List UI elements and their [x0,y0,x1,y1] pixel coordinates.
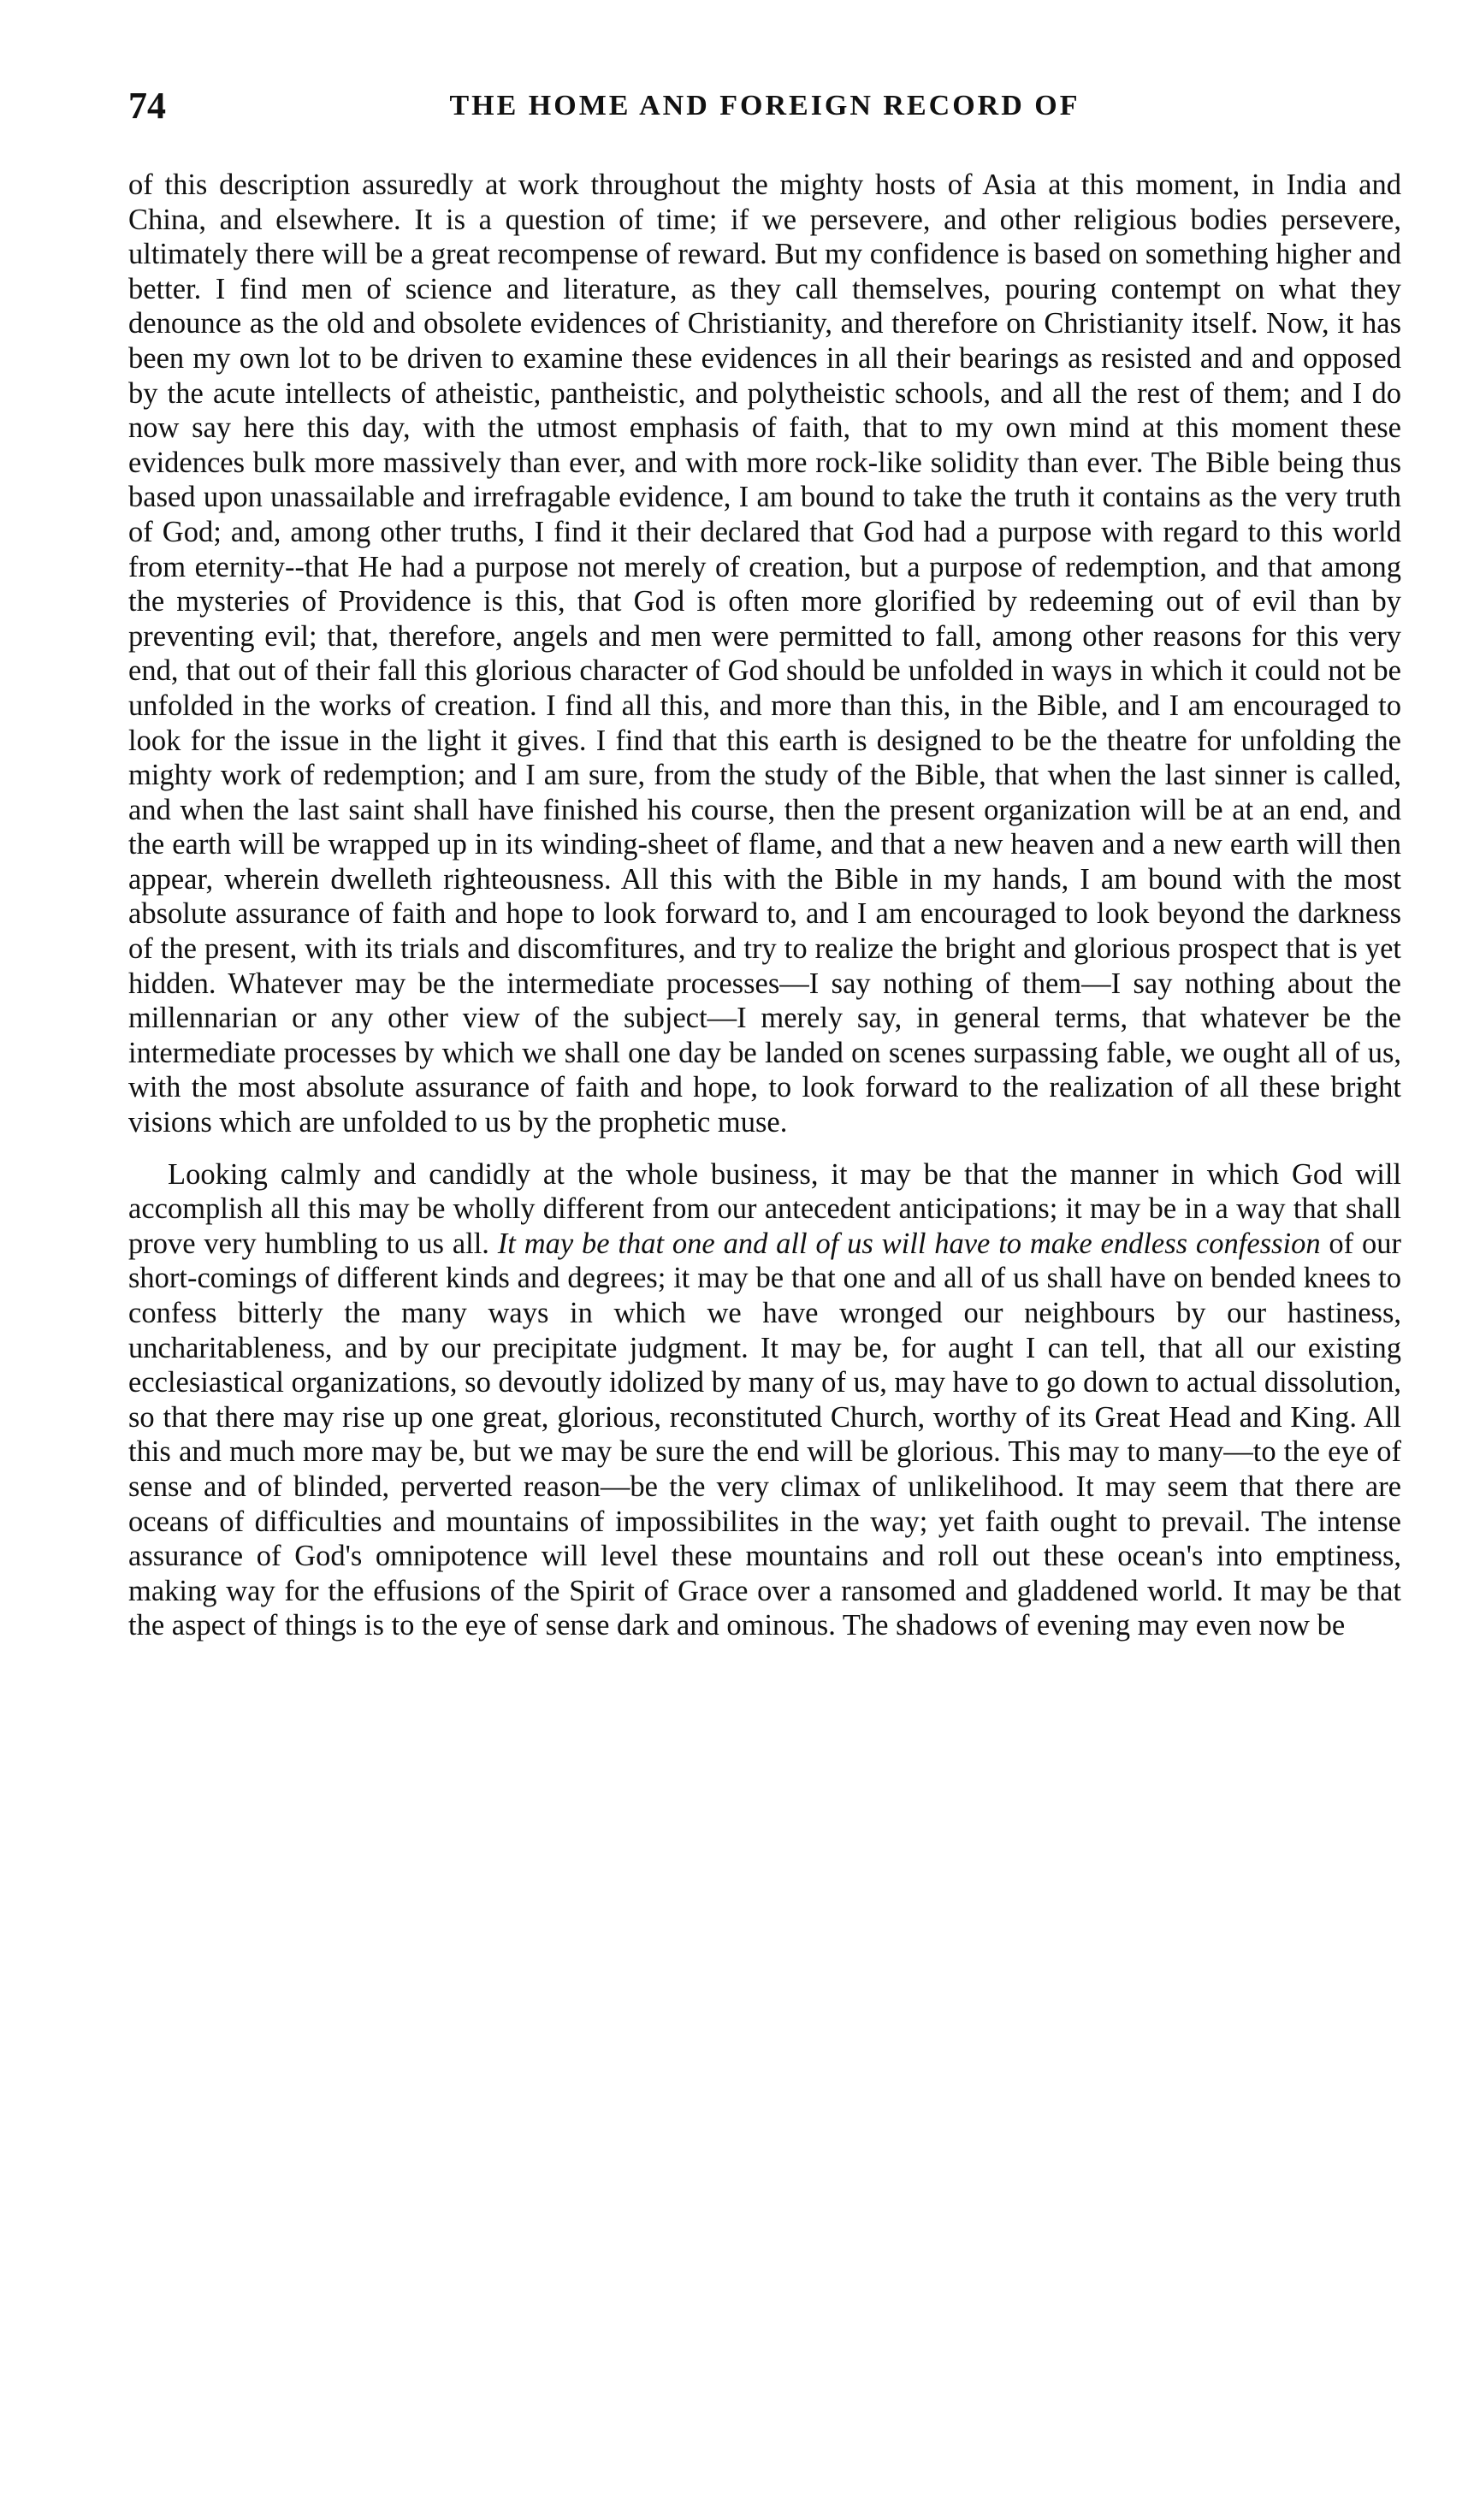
document-page [128,0,1401,2520]
paragraph-2 [128,1157,1401,1643]
paragraph-1: of this description assuredly at work throughout the mighty hosts of Asia at this moment, in India and China, and elsewhere. It is a question of time; if we persevere, and other religious bodies persevere, ultimately there will be a great recompense of reward. But my confidence is based on something higher and better. I find men of science and literature, as they call themselves, pouring contempt on what they denounce as the old and obsolete evidences of Christianity, and therefore on Christianity itself. Now, it has been my own lot to be driven to examine these evidences in all their bearings as resisted and and opposed by the acute intellects of atheistic, pantheistic, and polytheistic schools, and all the rest of them; and I do now say here this day, with the utmost emphasis of faith, that to my own mind at this moment these evidences bulk more massively than ever, and with more rock-like solidity than ever. The Bible being thus based upon unassailable and irrefragable evidence, I am bound to take the truth it contains as the very truth of God; and, among other truths, I find it their declared that God had a purpose with regard to this world from eternity--that He had a purpose not merely of creation, but a purpose of redemption, and that among the mysteries of Providence is this, that God is often more glorified by redeeming out of evil than by preventing evil; that, therefore, angels and men were permitted to fall, among other reasons for this very end, that out of their fall this glorious character of God should be unfolded in ways in which it could not be unfolded in the works of creation. I find all this, and more than this, in the Bible, and I am encouraged to look for the issue in the light it gives. I find that this earth is designed to be the theatre for unfolding the mighty work of redemption; and I am sure, from the study of the Bible, that when the last sinner is called, and when the last saint shall have finished his course, then the present organization will be at an end, and the earth will be wrapped up in its winding-sheet of flame, and that a new heaven and a new earth will then appear, wherein dwelleth righteousness. All this with the Bible in my hands, I am bound with the most absolute assurance of faith and hope to look forward to, and I am encouraged to look beyond the darkness of the present, with its trials and discomfitures, and try to realize the bright and glorious prospect that is yet hidden. Whatever may be the intermediate processes—I say nothing of them—I say nothing about the millennarian or any other view of the subject—I merely say, in general terms, that whatever be the intermediate processes by which we shall one day be landed on scenes surpassing fable, we ought all of us, with the most absolute assurance of faith and hope, to look forward to the realization of all these bright visions which are unfolded to us by the prophetic muse. [128,169,1401,1139]
running-header [128,80,1401,132]
body-text [128,168,1401,1643]
paragraph-2-italic-text: It may be that one and all of us will have to make endless confession [497,1227,1321,1260]
page-number: 74 [128,85,166,127]
paragraph-2-text-end: of our short-comings of different kinds and degrees; it may be that one and all of us shall have on bended knees to confess bitterly the many ways in which we have wronged our neighbours by our hastiness, uncharitableness, and by our precipitate judgment. It may be, for aught I can tell, that all our existing ecclesiastical organizations, so devoutly idolized by many of us, may have to go down to actual dissolution, so that there may rise up one great, glorious, reconstituted Church, worthy of its Great Head and King. All this and much more may be, but we may be sure the end will be glorious. This may to many—to the eye of sense and of blinded, perverted reason—be the very climax of unlikelihood. It may seem that there are oceans of difficulties and mountains of impossibilites in the way; yet faith ought to prevail. The intense assurance of God's omnipotence will level these mountains and roll out these ocean's into emptiness, making way for the effusions of the Spirit of Grace over a ransomed and gladdened world. It may be that the aspect of things is to the eye of sense dark and ominous. The shadows of evening may even now be [128,1227,1401,1642]
publication-title: THE HOME AND FOREIGN RECORD OF [449,90,1080,121]
paragraph-2-text-start: Looking calmly and candidly at the whole business, it may be that the manner in which God will accomplish all this may be wholly different from our antecedent anticipations; it may be in a way that shall prove very humbling to us all. [128,1157,1401,1260]
